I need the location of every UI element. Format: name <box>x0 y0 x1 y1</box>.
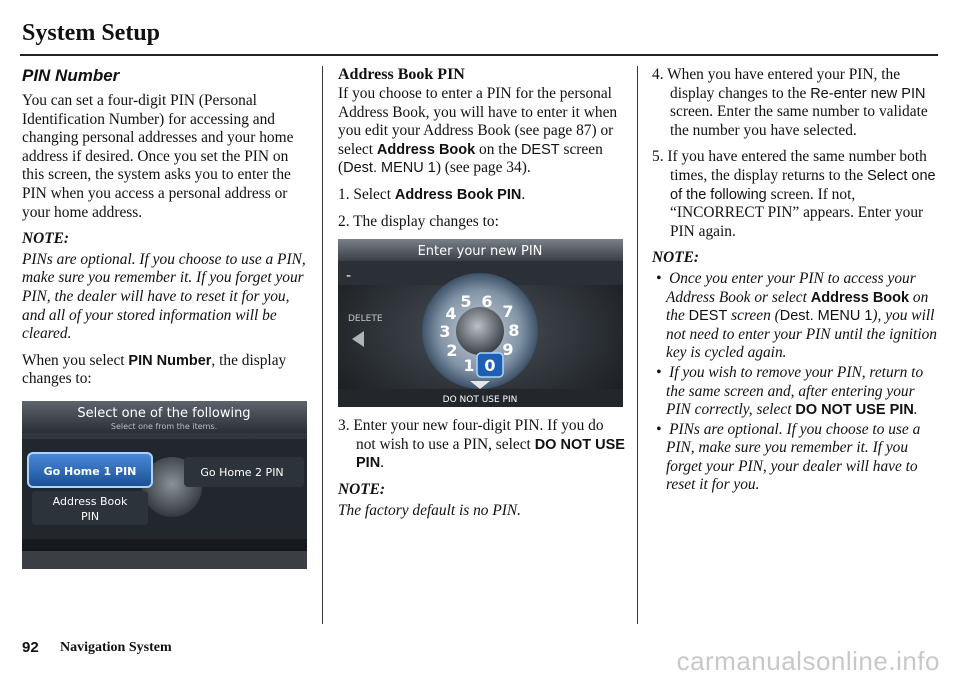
column-2 <box>338 66 626 520</box>
delete-button[interactable]: DELETE <box>348 314 383 325</box>
column-3 <box>652 66 940 496</box>
ui-term-pin-number: PIN Number <box>128 352 212 369</box>
svg-text:Go Home 2 PIN: Go Home 2 PIN <box>200 465 284 479</box>
column-divider-right <box>637 66 638 624</box>
dial-digit-5[interactable]: 5 <box>460 292 472 312</box>
dial-digit-8[interactable]: 8 <box>508 321 520 341</box>
ui-term-dest: DEST <box>520 141 560 158</box>
step-3: 3. Enter your new four-digit PIN. If you do not wish to use a PIN, select DO NOT USE PIN. <box>338 417 625 472</box>
dial-digit-1[interactable]: 1 <box>463 356 475 376</box>
ui-term-address-book-pin: Address Book PIN <box>394 186 522 203</box>
step-5: 5. If you have entered the same number both times, the display returns to the Select one of the following screen. If not, “INCORRECT PIN” appears. Enter your PIN again. <box>652 148 936 240</box>
note-bullet-1: • Once you enter your PIN to access your Address Book or select Address Book on the DEST screen (Dest. MENU 1), you will not need to enter your PIN until the ignition key is cycled again. <box>656 269 938 362</box>
note-label: NOTE: <box>652 249 700 267</box>
screen-select-one-of-following <box>22 401 307 569</box>
step-2: 2. The display changes to: <box>338 212 499 230</box>
dial-digit-4[interactable]: 4 <box>445 304 457 324</box>
watermark: carmanualsonline.info <box>676 646 940 676</box>
ui-term-re-enter-new-pin: Re-enter new PIN <box>810 85 926 102</box>
note-bullet-3: • PINs are optional. If you choose to use a PIN, make sure you remember it. If you forget your PIN, your dealer will have to reset it for you. <box>656 420 921 494</box>
ui-term-address-book: Address Book <box>810 289 910 306</box>
note-text: PINs are optional. If you choose to use a PIN, make sure you remember it. If you forget your PIN, the dealer will have to reset it for you, and all of your stored information will be cleared. <box>22 250 306 343</box>
page-title: System Setup <box>22 20 161 46</box>
screen1-subtitle: Select one from the items. <box>110 421 218 431</box>
step-1: 1. Select Address Book PIN. <box>338 185 526 203</box>
dial-digit-7[interactable]: 7 <box>502 302 514 322</box>
title-rule <box>20 54 938 56</box>
dial-knob <box>456 307 504 355</box>
when-select-paragraph: When you select PIN Number, the display changes to: <box>22 351 287 388</box>
address-book-pin-paragraph: If you choose to enter a PIN for the personal Address Book, you will have to enter it when you edit your Address Book (see page 87) or select Address Book on the DEST screen (Dest. MENU 1) (see page 34). <box>338 85 618 177</box>
note-label: NOTE: <box>338 480 386 498</box>
column-divider-left <box>322 66 323 624</box>
ui-term-do-not-use-pin: DO NOT USE PIN <box>795 402 914 419</box>
dial-digit-6[interactable]: 6 <box>481 292 493 312</box>
section-heading-address-book-pin: Address Book PIN <box>338 66 465 83</box>
dial-digit-2[interactable]: 2 <box>446 341 458 361</box>
step-4: 4. When you have entered your PIN, the display changes to the Re-enter new PIN screen. Enter the same number to validate the number you have selected. <box>652 66 928 139</box>
svg-text:PIN: PIN <box>80 509 100 523</box>
ui-term-dest: DEST <box>688 308 728 325</box>
svg-text:Go Home 1 PIN: Go Home 1 PIN <box>43 464 137 478</box>
pin-entry-field: - <box>346 268 352 285</box>
note-text: The factory default is no PIN. <box>338 501 521 519</box>
ui-term-dest-menu-1: Dest. MENU 1 <box>779 308 873 325</box>
note-bullet-2: • If you wish to remove your PIN, return to the same screen and, after entering your PIN correctly, select DO NOT USE PIN. <box>656 363 924 419</box>
ui-term-dest-menu-1: Dest. MENU 1 <box>343 160 436 177</box>
dial-digit-9[interactable]: 9 <box>502 340 514 360</box>
dial-digit-3[interactable]: 3 <box>439 322 451 342</box>
page-number: 92 <box>22 639 39 656</box>
ui-term-do-not-use-pin: DO NOT USE PIN <box>356 436 625 472</box>
note-label: NOTE: <box>22 230 70 248</box>
footer-label: Navigation System <box>60 640 172 655</box>
screen2-title: Enter your new PIN <box>417 244 543 260</box>
screen1-title: Select one of the following <box>77 405 251 421</box>
screen-enter-new-pin <box>338 239 623 407</box>
column-1 <box>22 66 310 579</box>
section-heading-pin-number: PIN Number <box>22 66 120 85</box>
note-bullets <box>652 270 940 495</box>
pin-intro-paragraph: You can set a four-digit PIN (Personal Identification Number) for accessing and changing personal addresses and your home address if desired. Once you set the PIN on this screen, the system asks you to enter the PIN when you access a personal address or your home address. <box>22 92 294 221</box>
do-not-use-pin-button[interactable]: DO NOT USE PIN <box>442 395 518 406</box>
ui-term-select-one-of-the-following: Select one of the following <box>670 167 936 203</box>
dial-digit-0[interactable]: 0 <box>484 356 496 376</box>
svg-text:Address Book: Address Book <box>52 494 128 508</box>
ui-term-address-book: Address Book <box>376 141 476 158</box>
